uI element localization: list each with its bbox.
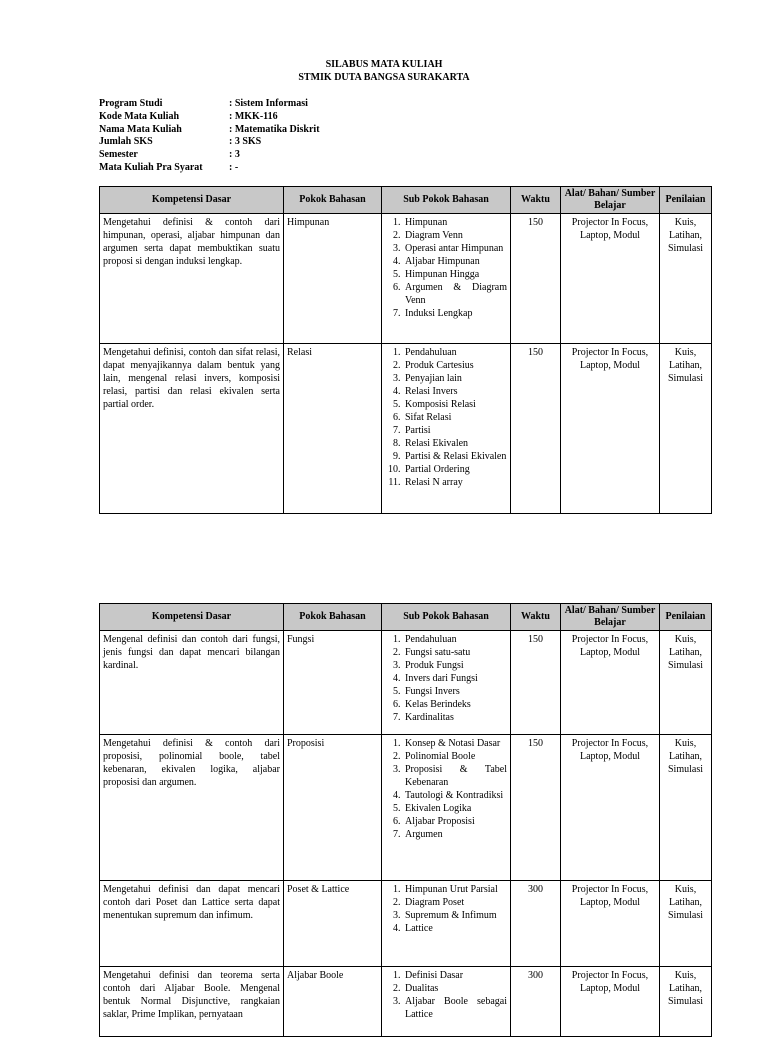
sub-pokok-list [385, 883, 507, 935]
info-value: : MKK-116 [229, 110, 278, 122]
list-item: 7. Induksi Lengkap [403, 307, 507, 320]
info-label: Kode Mata Kuliah [99, 110, 180, 122]
info-label: Mata Kuliah Pra Syarat [99, 161, 203, 173]
list-item: 5. Komposisi Relasi [403, 398, 507, 411]
penilaian-cell: Kuis, Latihan, Simulasi [660, 344, 712, 514]
column-header: Alat/ Bahan/ Sumber Belajar [561, 187, 660, 214]
list-item: 2. Diagram Poset [403, 896, 507, 909]
info-value: : - [229, 161, 239, 173]
column-header: Kompetensi Dasar [100, 604, 284, 631]
penilaian-cell: Kuis, Latihan, Simulasi [660, 631, 712, 735]
list-item: 6. Sifat Relasi [403, 411, 507, 424]
waktu-cell: 300 [511, 881, 561, 967]
pokok-cell: Poset & Lattice [284, 881, 382, 967]
pokok-cell: Himpunan [284, 214, 382, 344]
kompetensi-cell: Mengetahui definisi & contoh dari himpunan, operasi, aljabar himpunan dan argumen serta dapat membuktikan suatu proposi si dengan induksi lengkap. [100, 214, 284, 344]
sub-pokok-cell [382, 967, 511, 1037]
list-item: 2. Diagram Venn [403, 229, 507, 242]
list-item: 9. Partisi & Relasi Ekivalen [403, 450, 507, 463]
waktu-cell: 150 [511, 214, 561, 344]
list-item: 7. Argumen [403, 828, 507, 841]
list-item: 1. Definisi Dasar [403, 969, 507, 982]
list-item: 4. Lattice [403, 922, 507, 935]
pokok-cell: Proposisi [284, 735, 382, 881]
alat-cell: Projector In Focus, Laptop, Modul [561, 735, 660, 881]
kompetensi-cell: Mengetahui definisi dan teorema serta contoh dari Aljabar Boole. Mengenal bentuk Normal Disjunctive, rangkaian saklar, Prime Implikan, pernyataan [100, 967, 284, 1037]
institution-title: STMIK DUTA BANGSA SURAKARTA [298, 72, 470, 83]
list-item: 5. Himpunan Hingga [403, 268, 507, 281]
list-item: 2. Dualitas [403, 982, 507, 995]
sub-pokok-list [385, 633, 507, 724]
column-header: Penilaian [660, 604, 712, 631]
column-header: Pokok Bahasan [284, 187, 382, 214]
table-row [100, 344, 712, 514]
pokok-cell: Relasi [284, 344, 382, 514]
list-item: 6. Kelas Berindeks [403, 698, 507, 711]
list-item: 2. Produk Cartesius [403, 359, 507, 372]
waktu-cell: 150 [511, 735, 561, 881]
list-item: 5. Ekivalen Logika [403, 802, 507, 815]
list-item: 4. Aljabar Himpunan [403, 255, 507, 268]
info-row [99, 161, 320, 174]
sub-pokok-list [385, 969, 507, 1021]
alat-cell: Projector In Focus, Laptop, Modul [561, 967, 660, 1037]
sub-pokok-cell [382, 735, 511, 881]
list-item: 10. Partial Ordering [403, 463, 507, 476]
list-item: 6. Argumen & Diagram Venn [403, 281, 507, 307]
alat-cell: Projector In Focus, Laptop, Modul [561, 344, 660, 514]
list-item: 5. Fungsi Invers [403, 685, 507, 698]
course-info [99, 97, 320, 174]
list-item: 4. Tautologi & Kontradiksi [403, 789, 507, 802]
sub-pokok-list [385, 346, 507, 489]
list-item: 3. Aljabar Boole sebagai Lattice [403, 995, 507, 1021]
list-item: 1. Pendahuluan [403, 346, 507, 359]
table-row [100, 881, 712, 967]
info-value: : Sistem Informasi [229, 98, 308, 109]
waktu-cell: 150 [511, 344, 561, 514]
list-item: 7. Partisi [403, 424, 507, 437]
list-item: 1. Pendahuluan [403, 633, 507, 646]
sub-pokok-cell [382, 344, 511, 514]
waktu-cell: 150 [511, 631, 561, 735]
info-value: : Matematika Diskrit [229, 123, 320, 135]
info-row [99, 148, 320, 161]
waktu-cell: 300 [511, 967, 561, 1037]
table-row [100, 631, 712, 735]
list-item: 11. Relasi N array [403, 476, 507, 489]
alat-cell: Projector In Focus, Laptop, Modul [561, 214, 660, 344]
column-header: Pokok Bahasan [284, 604, 382, 631]
sub-pokok-list [385, 737, 507, 841]
info-row [99, 110, 320, 123]
list-item: 3. Supremum & Infimum [403, 909, 507, 922]
table-header-row [100, 604, 712, 631]
column-header: Waktu [511, 187, 561, 214]
sub-pokok-cell [382, 881, 511, 967]
info-label: Semester [99, 149, 138, 161]
table-row [100, 967, 712, 1037]
column-header: Waktu [511, 604, 561, 631]
pokok-cell: Fungsi [284, 631, 382, 735]
info-value: : 3 [229, 149, 240, 161]
sub-pokok-cell [382, 631, 511, 735]
list-item: 1. Himpunan Urut Parsial [403, 883, 507, 896]
list-item: 3. Operasi antar Himpunan [403, 242, 507, 255]
list-item: 4. Invers dari Fungsi [403, 672, 507, 685]
syllabus-title: SILABUS MATA KULIAH [325, 59, 443, 70]
list-item: 3. Penyajian lain [403, 372, 507, 385]
list-item: 1. Konsep & Notasi Dasar [403, 737, 507, 750]
alat-cell: Projector In Focus, Laptop, Modul [561, 881, 660, 967]
info-row [99, 135, 320, 148]
column-header: Alat/ Bahan/ Sumber Belajar [561, 604, 660, 631]
syllabus-table-2 [99, 603, 712, 1037]
table-header-row [100, 187, 712, 214]
info-label: Nama Mata Kuliah [99, 123, 182, 135]
penilaian-cell: Kuis, Latihan, Simulasi [660, 881, 712, 967]
kompetensi-cell: Mengetahui definisi & contoh dari proposisi, polinomial boole, tabel kebenaran, ekivalen logika, aljabar proposisi dan argumen. [100, 735, 284, 881]
list-item: 2. Fungsi satu-satu [403, 646, 507, 659]
pokok-cell: Aljabar Boole [284, 967, 382, 1037]
list-item: 3. Proposisi & Tabel Kebenaran [403, 763, 507, 789]
info-row [99, 123, 320, 136]
column-header: Penilaian [660, 187, 712, 214]
table-row [100, 735, 712, 881]
list-item: 3. Produk Fungsi [403, 659, 507, 672]
kompetensi-cell: Mengenal definisi dan contoh dari fungsi, jenis fungsi dan dapat mencari bilangan kardinal. [100, 631, 284, 735]
table-row [100, 214, 712, 344]
kompetensi-cell: Mengetahui definisi dan dapat mencari contoh dari Poset dan Lattice serta dapat menentukan supremum dan infimum. [100, 881, 284, 967]
column-header: Kompetensi Dasar [100, 187, 284, 214]
alat-cell: Projector In Focus, Laptop, Modul [561, 631, 660, 735]
penilaian-cell: Kuis, Latihan, Simulasi [660, 214, 712, 344]
info-label: Program Studi [99, 98, 163, 109]
sub-pokok-cell [382, 214, 511, 344]
penilaian-cell: Kuis, Latihan, Simulasi [660, 735, 712, 881]
column-header: Sub Pokok Bahasan [382, 187, 511, 214]
list-item: 8. Relasi Ekivalen [403, 437, 507, 450]
kompetensi-cell: Mengetahui definisi, contoh dan sifat relasi, dapat menyajikannya dalam bentuk yang lain, mengenal relasi invers, komposisi relasi, partisi dan relasi ekivalen serta partial order. [100, 344, 284, 514]
list-item: 2. Polinomial Boole [403, 750, 507, 763]
info-label: Jumlah SKS [99, 136, 153, 148]
penilaian-cell: Kuis, Latihan, Simulasi [660, 967, 712, 1037]
list-item: 7. Kardinalitas [403, 711, 507, 724]
info-value: : 3 SKS [229, 136, 262, 148]
list-item: 4. Relasi Invers [403, 385, 507, 398]
list-item: 6. Aljabar Proposisi [403, 815, 507, 828]
info-row [99, 97, 320, 110]
column-header: Sub Pokok Bahasan [382, 604, 511, 631]
syllabus-table-1 [99, 186, 712, 514]
list-item: 1. Himpunan [403, 216, 507, 229]
sub-pokok-list [385, 216, 507, 320]
